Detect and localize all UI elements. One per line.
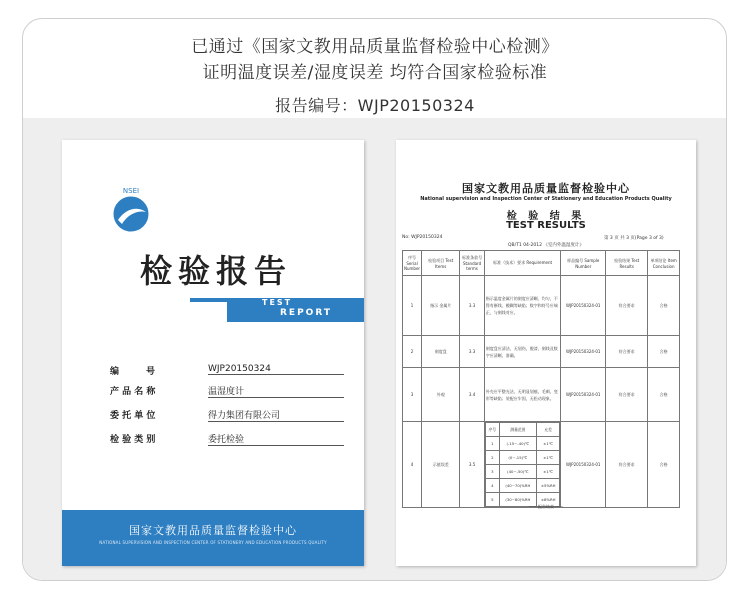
sub-cell: 2 bbox=[485, 451, 499, 465]
error-subtable bbox=[485, 422, 561, 507]
sub-cell: ±1℃ bbox=[536, 437, 560, 451]
sub-cell: 5 bbox=[485, 493, 499, 507]
sub-cell: 3 bbox=[485, 465, 499, 479]
cell-result: 符合要求 bbox=[606, 276, 648, 336]
cell-item: 刻度盘 bbox=[422, 336, 460, 368]
headline-certification: 已通过《国家文教用品质量监督检验中心检测》 bbox=[191, 37, 559, 57]
cell-sample: WJP20150324-01 bbox=[561, 422, 606, 508]
col-header: 标准条款号 Standard terms bbox=[460, 251, 484, 276]
sub-cell: ±8%RH bbox=[536, 493, 560, 507]
cell-requirement: 刻度盘应清洁、无划伤、脱漆、刻线及数字应清晰、准确。 bbox=[484, 336, 561, 368]
sub-cell: (30~80)%RH bbox=[499, 493, 536, 507]
col-header: 检验结果 Test Results bbox=[606, 251, 648, 276]
cell-item: 示值误差 bbox=[422, 422, 460, 508]
sub-header: 序号 bbox=[485, 423, 499, 437]
results-page-number: 第 3 页 共 3 页(Page 3 of 3) bbox=[604, 236, 664, 241]
sub-cell: 4 bbox=[485, 479, 499, 493]
field-label-product: 产 品 名 称 bbox=[110, 387, 156, 397]
cell-conclusion: 合格 bbox=[648, 368, 680, 422]
cover-footer-title: 国家文教用品质量监督检验中心 bbox=[129, 524, 297, 537]
sub-cell: ±5%RH bbox=[536, 479, 560, 493]
cell-no: 4 bbox=[403, 422, 422, 508]
field-value-client: 得力集团有限公司 bbox=[208, 408, 344, 422]
test-results-page-image bbox=[396, 140, 696, 566]
cover-band-report: REPORT bbox=[280, 308, 332, 318]
field-label-category: 检 验 类 别 bbox=[110, 435, 156, 445]
sub-cell: ±1℃ bbox=[536, 451, 560, 465]
results-heading: 检 验 结 果 bbox=[506, 211, 586, 222]
sub-cell: ±1℃ bbox=[536, 465, 560, 479]
cell-term: 3.5 bbox=[460, 422, 484, 508]
cell-conclusion: 合格 bbox=[648, 336, 680, 368]
results-center-title: 国家文教用品质量监督检验中心 bbox=[462, 182, 630, 195]
headline-report-number: 报告编号：WJP20150324 bbox=[275, 96, 475, 115]
sub-cell: (-15~-40)℃ bbox=[499, 437, 536, 451]
sub-cell: 1 bbox=[485, 437, 499, 451]
sub-cell: (40~70)%RH bbox=[499, 479, 536, 493]
sub-cell: (40~-50)℃ bbox=[499, 465, 536, 479]
col-header: 样品编号 Sample Number bbox=[561, 251, 606, 276]
sub-cell: (0~-15)℃ bbox=[499, 451, 536, 465]
cell-no: 2 bbox=[403, 336, 422, 368]
cell-no: 3 bbox=[403, 368, 422, 422]
report-cover-image bbox=[62, 140, 364, 566]
cell-term: 3.3 bbox=[460, 276, 484, 336]
table-row bbox=[403, 368, 680, 422]
col-header: 检验项目 Test Items bbox=[422, 251, 460, 276]
col-header: 序号 Serial Number bbox=[403, 251, 422, 276]
sub-header: 测量范围 bbox=[499, 423, 536, 437]
col-header: 标准（技术）要求 Requirement bbox=[484, 251, 561, 276]
cell-conclusion: 合格 bbox=[648, 276, 680, 336]
field-label-client: 委 托 单 位 bbox=[110, 411, 156, 421]
results-table bbox=[402, 250, 680, 508]
cell-result: 符合要求 bbox=[606, 368, 648, 422]
table-row bbox=[403, 336, 680, 368]
cell-requirement: 指示温度金属片的刻度应清晰、均匀，不得有断线、模糊等缺陷；数字和符号应端正，与刻线对应。 bbox=[484, 276, 561, 336]
results-table-header bbox=[403, 251, 680, 276]
field-value-category: 委托检验 bbox=[208, 432, 344, 446]
results-standard: QB/T1 04-2012 《室内外温湿度计》 bbox=[508, 243, 584, 248]
cover-title: 检验报告 bbox=[140, 252, 293, 290]
headline-error-statement: 证明温度误差/湿度误差 均符合国家检验标准 bbox=[202, 63, 548, 83]
table-row bbox=[403, 422, 680, 508]
field-label-number: 编 号 bbox=[110, 367, 156, 377]
results-center-title-en: National supervision and Inspection Center of Stationery and Education Products Quality bbox=[420, 196, 672, 202]
logo-text: NSEI bbox=[122, 187, 140, 195]
cell-term: 3.4 bbox=[460, 368, 484, 422]
cell-result: 符合要求 bbox=[606, 336, 648, 368]
cover-footer-subtitle: NATIONAL SUPERVISION AND INSPECTION CENTER OF STATIONERY AND EDUCATION PRODUCTS QUALITY bbox=[99, 540, 327, 545]
cell-sample: WJP20150324-01 bbox=[561, 368, 606, 422]
results-report-no: No: WJP20150324 bbox=[402, 235, 443, 240]
cell-item: 指示 金属片 bbox=[422, 276, 460, 336]
cell-requirement: 外壳应平整光洁，无明显划痕、毛刺、变形等缺陷；装配应牢固，无松动现象。 bbox=[484, 368, 561, 422]
cell-sample: WJP20150324-01 bbox=[561, 336, 606, 368]
sub-header: 允差 bbox=[536, 423, 560, 437]
cell-no: 1 bbox=[403, 276, 422, 336]
cell-item: 外观 bbox=[422, 368, 460, 422]
results-end-note: —— 报告结束 —— bbox=[528, 504, 564, 509]
col-header: 单项结论 Item Conclusion bbox=[648, 251, 680, 276]
cell-result: 符合要求 bbox=[606, 422, 648, 508]
field-value-number: WJP20150324 bbox=[208, 364, 344, 375]
field-value-product: 温湿度计 bbox=[208, 384, 344, 398]
cell-sample: WJP20150324-01 bbox=[561, 276, 606, 336]
table-row bbox=[403, 276, 680, 336]
cell-conclusion: 合格 bbox=[648, 422, 680, 508]
cover-footer bbox=[62, 510, 364, 566]
results-heading-en: TEST RESULTS bbox=[506, 220, 586, 231]
nsei-logo-icon bbox=[102, 184, 160, 242]
cell-term: 3.3 bbox=[460, 336, 484, 368]
cover-band-test: TEST bbox=[262, 298, 293, 307]
cell-error-table bbox=[484, 422, 561, 508]
